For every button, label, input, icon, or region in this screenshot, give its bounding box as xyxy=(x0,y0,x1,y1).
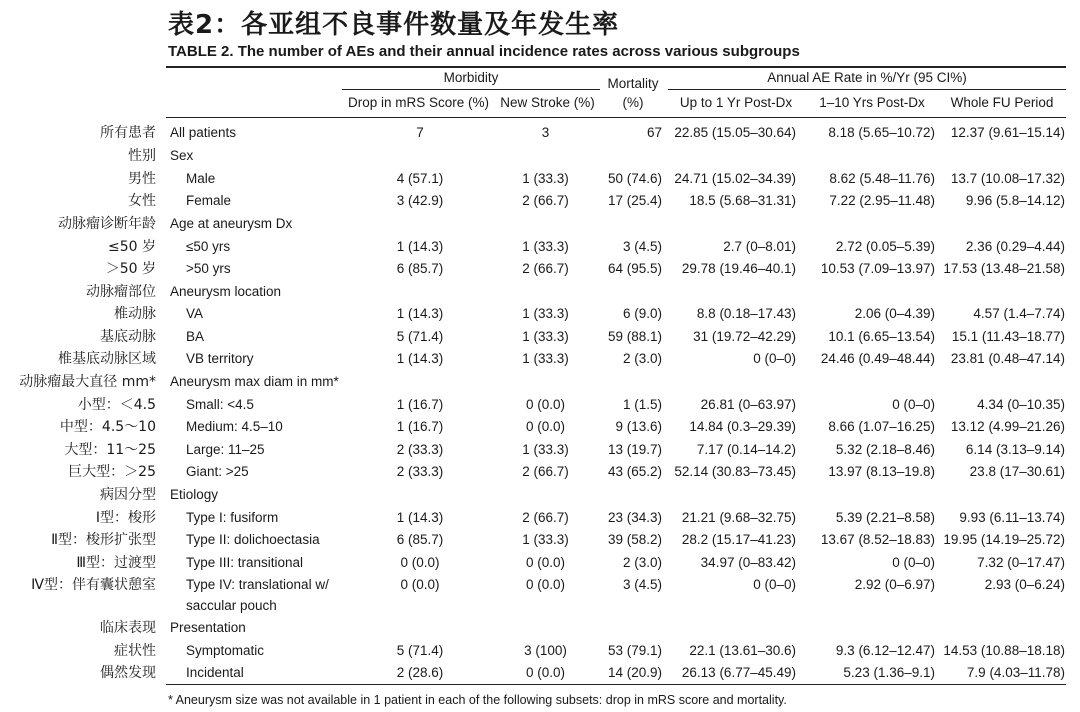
new-stroke-cell: 2 (66.7) xyxy=(522,464,569,479)
drop-mrs-cell: 2 (28.6) xyxy=(396,665,444,680)
row-label: >50 yrs xyxy=(186,261,231,276)
rate-whole-fu-cell: 9.96 (5.8–14.12) xyxy=(965,193,1065,208)
rate-1-10yr-cell: 8.66 (1.07–16.25) xyxy=(828,419,935,434)
mortality-cell: 9 (13.6) xyxy=(615,419,662,434)
new-stroke-cell: 0 (0.0) xyxy=(525,577,566,592)
english-title: TABLE 2. The number of AEs and their annual incidence rates across various subgroups xyxy=(168,43,800,60)
rate-1-10yr-cell: 5.32 (2.18–8.46) xyxy=(835,442,935,457)
rate-1yr-cell: 0 (0–0) xyxy=(753,577,796,592)
rate-1-10yr-cell: 13.97 (8.13–19.8) xyxy=(828,464,935,479)
row-label: Male xyxy=(186,171,216,186)
row-label: Female xyxy=(186,193,232,208)
rate-1-10yr-cell: 2.06 (0–4.39) xyxy=(854,306,935,321)
mortality-cell: 2 (3.0) xyxy=(622,351,662,366)
row-label: BA xyxy=(186,329,205,344)
drop-mrs-cell: 0 (0.0) xyxy=(400,577,440,592)
rate-1yr-cell: 24.71 (15.02–34.39) xyxy=(674,171,796,186)
new-stroke-cell: 1 (33.3) xyxy=(522,351,569,366)
row-cn-label: 椎动脉 xyxy=(114,306,156,322)
rate-1yr-cell: 22.85 (15.05–30.64) xyxy=(674,125,796,140)
mortality-cell: 3 (4.5) xyxy=(622,239,662,254)
row-cn-label: 所有患者 xyxy=(100,125,156,141)
header-mortality: Mortality xyxy=(607,76,659,91)
header-whole-fu: Whole FU Period xyxy=(950,95,1054,110)
row-label: Aneurysm max diam in mm* xyxy=(170,374,339,389)
rate-whole-fu-cell: 9.93 (6.11–13.74) xyxy=(959,510,1065,525)
rate-1yr-cell: 21.21 (9.68–32.75) xyxy=(681,510,796,525)
mortality-cell: 50 (74.6) xyxy=(607,171,662,186)
header-mortality-unit: (%) xyxy=(622,95,644,110)
rate-whole-fu-cell: 23.81 (0.48–47.14) xyxy=(950,351,1065,366)
rate-whole-fu-cell: 19.95 (14.19–25.72) xyxy=(943,532,1065,547)
rate-whole-fu-cell: 2.93 (0–6.24) xyxy=(984,577,1065,592)
rate-1-10yr-cell: 2.92 (0–6.97) xyxy=(854,577,935,592)
row-cn-label: ＞50 岁 xyxy=(105,261,156,277)
chinese-title: 表2：各亚组不良事件数量及年发生率 xyxy=(168,10,620,40)
row-cn-label: 中型：4.5～10 xyxy=(59,419,156,435)
rate-1yr-cell: 7.17 (0.14–14.2) xyxy=(696,442,796,457)
rate-1-10yr-cell: 24.46 (0.49–48.44) xyxy=(820,351,935,366)
row-label: Incidental xyxy=(186,665,244,680)
new-stroke-cell: 3 xyxy=(541,125,550,140)
header-1-10-yrs: 1–10 Yrs Post-Dx xyxy=(819,95,925,110)
row-cn-label: Ⅱ型：梭形扩张型 xyxy=(51,532,156,548)
drop-mrs-cell: 1 (14.3) xyxy=(396,510,444,525)
row-label: Symptomatic xyxy=(186,643,265,658)
row-label: Type IV: translational w/ xyxy=(186,577,329,592)
rate-whole-fu-cell: 4.34 (0–10.35) xyxy=(977,397,1065,412)
footnote: * Aneurysm size was not available in 1 patient in each of the following subsets: drop in mRS score and mortality. xyxy=(168,693,787,707)
mortality-cell: 14 (20.9) xyxy=(607,665,662,680)
rate-whole-fu-cell: 23.8 (17–30.61) xyxy=(969,464,1065,479)
rate-1-10yr-cell: 13.67 (8.52–18.83) xyxy=(820,532,935,547)
mortality-cell: 67 xyxy=(646,125,662,140)
rate-1-10yr-cell: 10.1 (6.65–13.54) xyxy=(828,329,935,344)
drop-mrs-cell: 5 (71.4) xyxy=(396,643,444,658)
header-bottom-rule xyxy=(166,117,1066,118)
rate-1-10yr-cell: 2.72 (0.05–5.39) xyxy=(835,239,935,254)
rate-whole-fu-cell: 15.1 (11.43–18.77) xyxy=(951,329,1065,344)
row-label: VB territory xyxy=(186,351,254,366)
drop-mrs-cell: 7 xyxy=(416,125,424,140)
rate-1-10yr-cell: 0 (0–0) xyxy=(892,555,935,570)
drop-mrs-cell: 6 (85.7) xyxy=(396,261,444,276)
new-stroke-cell: 2 (66.7) xyxy=(522,510,569,525)
row-label: Giant: >25 xyxy=(186,464,249,479)
rate-1yr-cell: 28.2 (15.17–41.23) xyxy=(681,532,796,547)
row-cn-label: 症状性 xyxy=(114,643,156,659)
table-bottom-rule xyxy=(166,684,1066,685)
mortality-cell: 6 (9.0) xyxy=(622,306,662,321)
rate-whole-fu-cell: 13.12 (4.99–21.26) xyxy=(950,419,1065,434)
rate-1-10yr-cell: 10.53 (7.09–13.97) xyxy=(820,261,935,276)
rate-whole-fu-cell: 2.36 (0.29–4.44) xyxy=(965,239,1065,254)
row-label: Medium: 4.5–10 xyxy=(186,419,283,434)
new-stroke-cell: 0 (0.0) xyxy=(525,555,566,570)
rate-1yr-cell: 34.97 (0–83.42) xyxy=(700,555,796,570)
rate-1yr-cell: 29.78 (19.46–40.1) xyxy=(681,261,796,276)
new-stroke-cell: 3 (100) xyxy=(524,643,567,658)
mortality-cell: 13 (19.7) xyxy=(607,442,662,457)
mortality-cell: 2 (3.0) xyxy=(622,555,662,570)
rate-1yr-cell: 18.5 (5.68–31.31) xyxy=(689,193,796,208)
mortality-cell: 17 (25.4) xyxy=(607,193,662,208)
new-stroke-cell: 1 (33.3) xyxy=(522,329,569,344)
row-label: All patients xyxy=(170,125,237,140)
mortality-cell: 23 (34.3) xyxy=(607,510,662,525)
row-cn-label: 动脉瘤部位 xyxy=(86,284,156,300)
row-label: Aneurysm location xyxy=(170,284,282,299)
mortality-cell: 39 (58.2) xyxy=(607,532,662,547)
annual-rate-underline xyxy=(668,89,1066,90)
mortality-cell: 1 (1.5) xyxy=(622,397,662,412)
morbidity-underline xyxy=(342,89,600,90)
new-stroke-cell: 2 (66.7) xyxy=(522,193,569,208)
new-stroke-cell: 0 (0.0) xyxy=(525,397,566,412)
rate-1yr-cell: 31 (19.72–42.29) xyxy=(693,329,796,344)
rate-whole-fu-cell: 7.32 (0–17.47) xyxy=(977,555,1065,570)
row-label: Etiology xyxy=(170,487,219,502)
row-cn-label: 偶然发现 xyxy=(100,665,156,681)
row-cn-label: 基底动脉 xyxy=(100,329,156,345)
header-annual-rate: Annual AE Rate in %/Yr (95 CI%) xyxy=(767,70,967,85)
drop-mrs-cell: 1 (14.3) xyxy=(396,306,444,321)
drop-mrs-cell: 4 (57.1) xyxy=(396,171,444,186)
row-label: VA xyxy=(186,306,204,321)
rate-1yr-cell: 22.1 (13.61–30.6) xyxy=(689,643,796,658)
row-label: ≤50 yrs xyxy=(186,239,231,254)
mortality-cell: 43 (65.2) xyxy=(607,464,662,479)
rate-1-10yr-cell: 8.62 (5.48–11.76) xyxy=(829,171,935,186)
row-label: Type II: dolichoectasia xyxy=(186,532,320,547)
row-cn-label: 病因分型 xyxy=(100,487,156,503)
rate-1-10yr-cell: 9.3 (6.12–12.47) xyxy=(835,643,935,658)
row-cn-label: 小型：＜4.5 xyxy=(77,397,156,413)
row-label: Type I: fusiform xyxy=(186,510,279,525)
rate-whole-fu-cell: 13.7 (10.08–17.32) xyxy=(950,171,1065,186)
row-cn-label: 临床表现 xyxy=(100,620,156,636)
row-cn-label: Ⅳ型：伴有囊状憩室 xyxy=(31,577,156,593)
rate-1yr-cell: 0 (0–0) xyxy=(753,351,796,366)
mortality-cell: 53 (79.1) xyxy=(607,643,662,658)
row-cn-label: 巨大型：＞25 xyxy=(68,464,156,480)
mortality-cell: 64 (95.5) xyxy=(607,261,662,276)
rate-1-10yr-cell: 5.23 (1.36–9.1) xyxy=(843,665,935,680)
rate-whole-fu-cell: 4.57 (1.4–7.74) xyxy=(973,306,1065,321)
drop-mrs-cell: 3 (42.9) xyxy=(396,193,444,208)
rate-whole-fu-cell: 17.53 (13.48–21.58) xyxy=(943,261,1065,276)
rate-1-10yr-cell: 5.39 (2.21–8.58) xyxy=(835,510,935,525)
new-stroke-cell: 1 (33.3) xyxy=(522,239,569,254)
new-stroke-cell: 1 (33.3) xyxy=(522,442,569,457)
drop-mrs-cell: 5 (71.4) xyxy=(396,329,444,344)
row-cn-label: Ⅲ型：过渡型 xyxy=(76,555,156,571)
row-cn-label: ≤50 岁 xyxy=(108,239,156,255)
row-cn-label: 椎基底动脉区域 xyxy=(58,351,156,367)
drop-mrs-cell: 2 (33.3) xyxy=(396,442,444,457)
new-stroke-cell: 0 (0.0) xyxy=(525,419,566,434)
row-label: Type III: transitional xyxy=(186,555,304,570)
row-label: Age at aneurysm Dx xyxy=(170,216,293,231)
drop-mrs-cell: 1 (16.7) xyxy=(396,419,444,434)
rate-1yr-cell: 26.13 (6.77–45.49) xyxy=(681,665,796,680)
row-label: Sex xyxy=(170,148,194,163)
rate-1yr-cell: 52.14 (30.83–73.45) xyxy=(674,464,796,479)
header-new-stroke: New Stroke (%) xyxy=(500,95,595,110)
rate-1-10yr-cell: 7.22 (2.95–11.48) xyxy=(829,193,935,208)
header-morbidity: Morbidity xyxy=(443,70,499,85)
row-cn-label: 女性 xyxy=(128,193,156,209)
header-up-to-1yr: Up to 1 Yr Post-Dx xyxy=(679,95,793,110)
mortality-cell: 3 (4.5) xyxy=(622,577,662,592)
rate-whole-fu-cell: 7.9 (4.03–11.78) xyxy=(966,665,1065,680)
row-label: Presentation xyxy=(170,620,246,635)
rate-1-10yr-cell: 8.18 (5.65–10.72) xyxy=(828,125,935,140)
rate-whole-fu-cell: 14.53 (10.88–18.18) xyxy=(943,643,1065,658)
rate-1yr-cell: 14.84 (0.3–29.39) xyxy=(689,419,796,434)
header-drop-mrs: Drop in mRS Score (%) xyxy=(347,95,490,110)
row-cn-label: 男性 xyxy=(128,171,156,187)
drop-mrs-cell: 1 (14.3) xyxy=(396,351,444,366)
new-stroke-cell: 1 (33.3) xyxy=(522,532,569,547)
row-cn-label: 性别 xyxy=(128,148,156,164)
row-label: Small: <4.5 xyxy=(186,397,254,412)
rate-whole-fu-cell: 12.37 (9.61–15.14) xyxy=(950,125,1065,140)
drop-mrs-cell: 6 (85.7) xyxy=(396,532,444,547)
rate-1yr-cell: 8.8 (0.18–17.43) xyxy=(696,306,796,321)
rate-1yr-cell: 2.7 (0–8.01) xyxy=(723,239,796,254)
row-label: Large: 11–25 xyxy=(186,442,265,457)
drop-mrs-cell: 1 (14.3) xyxy=(396,239,444,254)
row-cn-label: Ⅰ型：梭形 xyxy=(95,510,156,526)
drop-mrs-cell: 2 (33.3) xyxy=(396,464,444,479)
drop-mrs-cell: 1 (16.7) xyxy=(396,397,444,412)
new-stroke-cell: 0 (0.0) xyxy=(525,665,566,680)
rate-1-10yr-cell: 0 (0–0) xyxy=(892,397,935,412)
mortality-cell: 59 (88.1) xyxy=(607,329,662,344)
row-label-continued: saccular pouch xyxy=(186,598,277,613)
new-stroke-cell: 2 (66.7) xyxy=(522,261,569,276)
rate-whole-fu-cell: 6.14 (3.13–9.14) xyxy=(965,442,1065,457)
new-stroke-cell: 1 (33.3) xyxy=(522,306,569,321)
drop-mrs-cell: 0 (0.0) xyxy=(400,555,440,570)
rate-1yr-cell: 26.81 (0–63.97) xyxy=(700,397,796,412)
row-cn-label: 动脉瘤诊断年龄 xyxy=(58,216,156,232)
row-cn-label: 动脉瘤最大直径 mm* xyxy=(19,374,156,390)
row-cn-label: 大型：11～25 xyxy=(64,442,156,458)
new-stroke-cell: 1 (33.3) xyxy=(522,171,569,186)
